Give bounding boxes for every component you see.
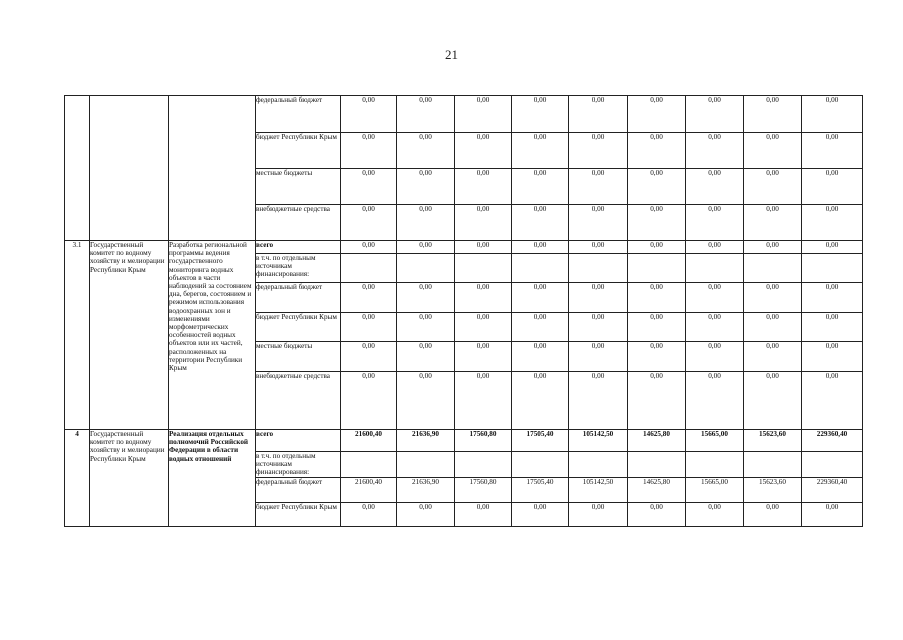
value-cell: 229360,40 — [802, 478, 863, 503]
funding-source-cell: внебюджетные средства — [256, 205, 341, 241]
value-cell: 0,00 — [569, 503, 628, 527]
value-cell — [744, 254, 802, 283]
value-cell: 0,00 — [802, 205, 863, 241]
value-cell: 0,00 — [569, 313, 628, 342]
value-cell: 0,00 — [397, 283, 455, 313]
value-cell: 0,00 — [341, 133, 397, 169]
value-cell: 0,00 — [628, 241, 686, 254]
value-cell: 0,00 — [455, 372, 512, 430]
value-cell: 0,00 — [686, 313, 744, 342]
value-cell: 0,00 — [569, 96, 628, 133]
value-cell: 0,00 — [341, 96, 397, 133]
value-cell — [397, 254, 455, 283]
value-cell: 0,00 — [686, 96, 744, 133]
index-cell-empty — [65, 96, 90, 241]
value-cell: 0,00 — [512, 283, 569, 313]
value-cell: 0,00 — [397, 241, 455, 254]
value-cell: 0,00 — [569, 283, 628, 313]
budget-table — [64, 95, 863, 527]
value-cell: 0,00 — [569, 342, 628, 372]
value-cell: 0,00 — [686, 133, 744, 169]
funding-source-cell: всего — [256, 430, 341, 452]
value-cell: 0,00 — [512, 241, 569, 254]
value-cell: 0,00 — [512, 342, 569, 372]
item-name: Реализация отдельных полномочий Российской Федерации в области водных отношений — [169, 430, 256, 527]
item-index: 4 — [65, 430, 90, 527]
value-cell: 0,00 — [744, 372, 802, 430]
value-cell: 0,00 — [569, 241, 628, 254]
value-cell: 0,00 — [341, 503, 397, 527]
name-cell-empty — [169, 96, 256, 241]
value-cell: 0,00 — [686, 342, 744, 372]
value-cell: 0,00 — [397, 96, 455, 133]
value-cell: 15623,60 — [744, 430, 802, 452]
funding-source-cell: всего — [256, 241, 341, 254]
value-cell: 21636,90 — [397, 478, 455, 503]
value-cell: 14625,80 — [628, 430, 686, 452]
value-cell: 0,00 — [455, 205, 512, 241]
value-cell: 0,00 — [802, 241, 863, 254]
value-cell: 0,00 — [628, 372, 686, 430]
value-cell — [569, 452, 628, 478]
value-cell: 0,00 — [802, 133, 863, 169]
value-cell: 0,00 — [802, 313, 863, 342]
value-cell: 0,00 — [341, 169, 397, 205]
value-cell: 105142,50 — [569, 478, 628, 503]
funding-source-cell: бюджет Республики Крым — [256, 133, 341, 169]
value-cell — [455, 254, 512, 283]
table-row — [65, 96, 863, 133]
value-cell — [686, 452, 744, 478]
funding-source-cell: федеральный бюджет — [256, 283, 341, 313]
value-cell: 17560,80 — [455, 478, 512, 503]
value-cell: 0,00 — [686, 372, 744, 430]
value-cell: 0,00 — [744, 503, 802, 527]
value-cell: 0,00 — [455, 342, 512, 372]
funding-source-cell: федеральный бюджет — [256, 478, 341, 503]
value-cell: 0,00 — [628, 96, 686, 133]
value-cell: 0,00 — [628, 313, 686, 342]
executor-cell-empty — [90, 96, 169, 241]
value-cell: 0,00 — [686, 283, 744, 313]
value-cell: 0,00 — [455, 133, 512, 169]
funding-source-cell: федеральный бюджет — [256, 96, 341, 133]
value-cell: 0,00 — [512, 133, 569, 169]
value-cell: 15665,00 — [686, 478, 744, 503]
value-cell: 0,00 — [744, 342, 802, 372]
value-cell — [512, 452, 569, 478]
value-cell: 0,00 — [569, 372, 628, 430]
value-cell: 0,00 — [744, 205, 802, 241]
value-cell: 0,00 — [569, 133, 628, 169]
value-cell: 0,00 — [686, 205, 744, 241]
value-cell: 0,00 — [744, 241, 802, 254]
value-cell: 0,00 — [397, 205, 455, 241]
value-cell — [512, 254, 569, 283]
value-cell: 0,00 — [341, 283, 397, 313]
value-cell: 0,00 — [628, 283, 686, 313]
value-cell — [455, 452, 512, 478]
value-cell: 21600,40 — [341, 478, 397, 503]
value-cell: 0,00 — [397, 169, 455, 205]
value-cell: 17560,80 — [455, 430, 512, 452]
item-index: 3.1 — [65, 241, 90, 430]
value-cell: 0,00 — [397, 503, 455, 527]
value-cell: 0,00 — [341, 241, 397, 254]
value-cell: 0,00 — [455, 169, 512, 205]
value-cell: 0,00 — [744, 133, 802, 169]
value-cell: 105142,50 — [569, 430, 628, 452]
value-cell: 0,00 — [397, 342, 455, 372]
value-cell: 0,00 — [455, 241, 512, 254]
funding-source-cell: местные бюджеты — [256, 169, 341, 205]
value-cell: 0,00 — [397, 313, 455, 342]
value-cell: 14625,80 — [628, 478, 686, 503]
value-cell: 0,00 — [569, 169, 628, 205]
value-cell: 0,00 — [512, 372, 569, 430]
value-cell: 0,00 — [744, 283, 802, 313]
value-cell — [569, 254, 628, 283]
value-cell: 15623,60 — [744, 478, 802, 503]
value-cell: 17505,40 — [512, 430, 569, 452]
funding-source-cell: в т.ч. по отдельным источникам финансирования: — [256, 254, 341, 283]
value-cell — [628, 254, 686, 283]
value-cell: 0,00 — [455, 313, 512, 342]
value-cell: 0,00 — [686, 241, 744, 254]
funding-source-cell: внебюджетные средства — [256, 372, 341, 430]
value-cell: 0,00 — [744, 313, 802, 342]
table-body — [65, 96, 863, 527]
value-cell: 0,00 — [512, 205, 569, 241]
value-cell: 0,00 — [802, 169, 863, 205]
value-cell: 0,00 — [686, 503, 744, 527]
value-cell — [397, 452, 455, 478]
value-cell — [802, 452, 863, 478]
funding-source-cell: местные бюджеты — [256, 342, 341, 372]
value-cell: 0,00 — [802, 96, 863, 133]
value-cell — [341, 254, 397, 283]
funding-source-cell: бюджет Республики Крым — [256, 313, 341, 342]
item-name: Разработка региональной программы ведения государственного мониторинга водных объектов в части наблюдений за состоянием дна, берегов, состоянием и режимом использования водоохранных зон и изменениями морфометрических особенностей водных объектов или их частей, расположенных на территории Республики Крым — [169, 241, 256, 430]
value-cell: 0,00 — [397, 133, 455, 169]
value-cell: 0,00 — [455, 283, 512, 313]
item-executor: Государственный комитет по водному хозяйству и мелиорации Республики Крым — [90, 241, 169, 430]
page-number: 21 — [445, 47, 458, 62]
item-executor: Государственный комитет по водному хозяйству и мелиорации Республики Крым — [90, 430, 169, 527]
value-cell: 0,00 — [802, 372, 863, 430]
value-cell: 0,00 — [341, 205, 397, 241]
value-cell: 0,00 — [628, 205, 686, 241]
value-cell: 0,00 — [628, 133, 686, 169]
value-cell: 0,00 — [802, 342, 863, 372]
value-cell: 0,00 — [569, 205, 628, 241]
funding-source-cell: в т.ч. по отдельным источникам финансирования: — [256, 452, 341, 478]
value-cell: 17505,40 — [512, 478, 569, 503]
value-cell: 21636,90 — [397, 430, 455, 452]
value-cell: 0,00 — [686, 169, 744, 205]
value-cell — [628, 452, 686, 478]
value-cell: 0,00 — [744, 96, 802, 133]
table-row — [65, 430, 863, 452]
value-cell: 229360,40 — [802, 430, 863, 452]
value-cell: 0,00 — [512, 313, 569, 342]
value-cell: 0,00 — [341, 342, 397, 372]
value-cell: 0,00 — [628, 503, 686, 527]
value-cell: 0,00 — [512, 169, 569, 205]
value-cell: 15665,00 — [686, 430, 744, 452]
value-cell: 0,00 — [744, 169, 802, 205]
value-cell — [744, 452, 802, 478]
value-cell: 0,00 — [455, 503, 512, 527]
value-cell: 0,00 — [341, 372, 397, 430]
funding-source-cell: бюджет Республики Крым — [256, 503, 341, 527]
value-cell: 0,00 — [341, 313, 397, 342]
value-cell: 21600,40 — [341, 430, 397, 452]
value-cell: 0,00 — [512, 96, 569, 133]
value-cell: 0,00 — [802, 283, 863, 313]
table-row — [65, 241, 863, 254]
value-cell: 0,00 — [628, 342, 686, 372]
value-cell: 0,00 — [512, 503, 569, 527]
value-cell — [802, 254, 863, 283]
value-cell: 0,00 — [455, 96, 512, 133]
value-cell: 0,00 — [397, 372, 455, 430]
value-cell — [686, 254, 744, 283]
value-cell — [341, 452, 397, 478]
value-cell: 0,00 — [802, 503, 863, 527]
value-cell: 0,00 — [628, 169, 686, 205]
